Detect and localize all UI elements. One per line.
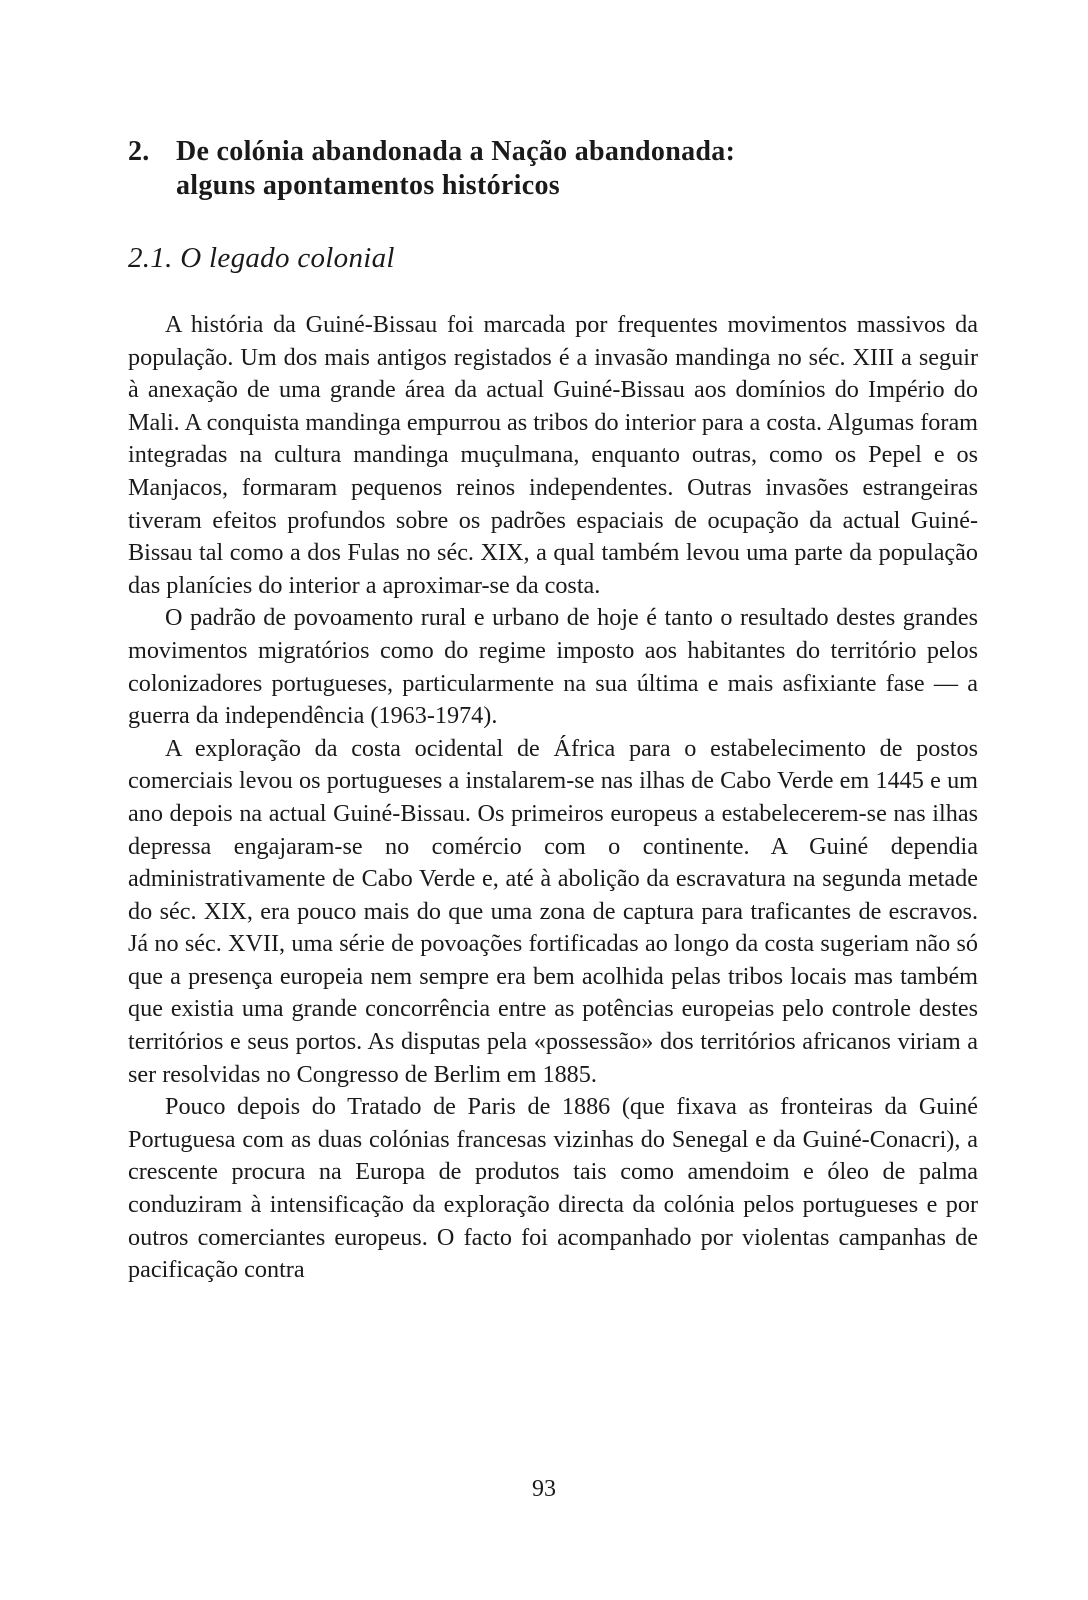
paragraph: Pouco depois do Tratado de Paris de 1886 (que fixava as fronteiras da Guiné Portuguesa com as duas colónias francesas vizinhas do Senegal e da Guiné-Conacri), a crescente procura na Europa de produtos tais como amendoim e óleo de palma conduziram à intensificação da exploração directa da colónia pelos portugueses e por outros comerciantes europeus. O facto foi acompanhado por violentas campanhas de pacificação contra [128, 1093, 978, 1284]
body-text [128, 309, 978, 1287]
paragraph: A exploração da costa ocidental de África para o estabelecimento de postos comerciais levou os portugueses a instalarem-se nas ilhas de Cabo Verde em 1445 e um ano depois na actual Guiné-Bissau. Os primeiros europeus a estabelecerem-se nas ilhas depressa engajaram-se no comércio com o continente. A Guiné dependia administrativamente de Cabo Verde e, até à abolição da escravatura na segunda metade do séc. XIX, era pouco mais do que uma zona de captura para traficantes de escravos. Já no séc. XVII, uma série de povoações fortificadas ao longo da costa sugeriam não só que a presença europeia nem sempre era bem acolhida pelas tribos locais mas também que existia uma grande concorrência entre as potências europeias pelo controle destes territórios e seus portos. As disputas pela «possessão» dos territórios africanos viriam a ser resolvidas no Congresso de Berlim em 1885. [128, 734, 978, 1088]
page-number: 93 [532, 1476, 556, 1502]
chapter-title [176, 135, 978, 203]
chapter-heading [128, 135, 978, 203]
chapter-number: 2. [128, 136, 150, 167]
paragraph: A história da Guiné-Bissau foi marcada por frequentes movimentos massivos da população. Um dos mais antigos registados é a invasão mandinga no séc. XIII a seguir à anexação de uma grande área da actual Guiné-Bissau aos domínios do Império do Mali. A conquista mandinga empurrou as tribos do interior para a costa. Algumas foram integradas na cultura mandinga muçulmana, enquanto outras, como os Pepel e os Manjacos, formaram pequenos reinos independentes. Outras invasões estrangeiras tiveram efeitos profundos sobre os padrões espaciais de ocupação da actual Guiné-Bissau tal como a dos Fulas no séc. XIX, a qual também levou uma parte da população das planícies do interior a aproximar-se da costa. [128, 311, 978, 599]
document-page [128, 135, 978, 1287]
chapter-title-line-1: De colónia abandonada a Nação abandonada: [176, 136, 736, 167]
chapter-title-line-2: alguns apontamentos históricos [176, 170, 560, 201]
paragraph: O padrão de povoamento rural e urbano de hoje é tanto o resultado destes grandes movimentos migratórios como do regime imposto aos habitantes do território pelos colonizadores portugueses, particularmente na sua última e mais asfixiante fase — a guerra da independência (1963-1974). [128, 604, 978, 730]
section-heading: 2.1. O legado colonial [128, 242, 395, 274]
